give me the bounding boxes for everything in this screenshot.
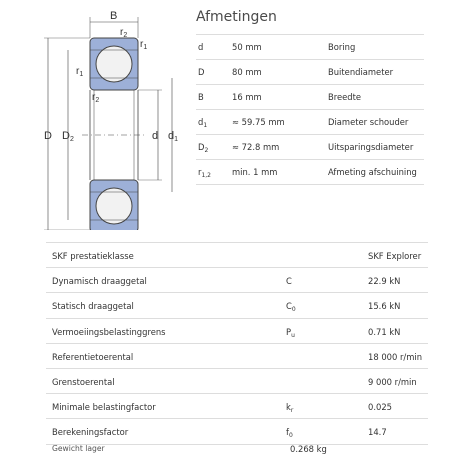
property-name: Minimale belastingfactor [52, 402, 156, 413]
label-D: D [44, 130, 52, 142]
property-name: Grenstoerental [52, 376, 115, 387]
property-value: 22.9 kN [368, 276, 401, 287]
property-value: 18 000 r/min [368, 351, 423, 362]
dimension-row [196, 134, 424, 159]
label-D2: D2 [62, 130, 74, 143]
dimension-row [196, 109, 424, 134]
label-r2-left: $r_2$ [92, 92, 100, 104]
dimension-row [196, 34, 424, 59]
label-d: d [152, 130, 159, 142]
dimensions-title: Afmetingen [196, 9, 277, 25]
dimension-row [196, 159, 424, 185]
property-name: Berekeningsfactor [52, 427, 129, 438]
dimension-symbol: B [198, 92, 204, 102]
dimension-symbol: $D_2$ [198, 142, 209, 154]
bottom-ball [96, 188, 132, 224]
label-B: B [110, 10, 118, 22]
bearing-cross-section [38, 8, 188, 230]
label-r1-left: $r_1$ [76, 66, 84, 78]
property-row [46, 242, 428, 268]
weight-label: Gewicht lager [52, 444, 105, 453]
dimension-value: ≈ 72.8 mm [232, 142, 280, 152]
property-value: 0.025 [368, 402, 392, 413]
dimension-description: Breedte [328, 92, 362, 102]
property-name: Vermoeiingsbelastinggrens [52, 326, 166, 337]
dimension-symbol: $r_{1,2}$ [198, 167, 211, 179]
property-name: Statisch draaggetal [52, 301, 134, 312]
property-name: SKF prestatieklasse [52, 251, 134, 261]
label-r2-top: $r_2$ [120, 27, 128, 39]
property-value: 9 000 r/min [368, 376, 417, 387]
property-row [46, 344, 428, 369]
property-symbol: $f_0$ [286, 427, 293, 440]
dimension-description: Boring [328, 42, 356, 52]
property-symbol: $P_u$ [286, 326, 295, 339]
dimension-row [196, 59, 424, 84]
property-row [46, 369, 428, 394]
weight-value: 0.268 kg [290, 444, 327, 454]
dimension-symbol: d [198, 42, 204, 52]
dimension-symbol: $d_1$ [198, 117, 208, 129]
top-ball [96, 46, 132, 82]
properties-table [46, 242, 428, 445]
property-symbol: $k_r$ [286, 402, 294, 415]
dimension-value: min. 1 mm [232, 167, 278, 177]
property-row [46, 394, 428, 419]
property-symbol: C [286, 276, 292, 287]
property-value: 14.7 [368, 427, 387, 438]
dimension-row [196, 84, 424, 109]
dimension-value: 16 mm [232, 92, 262, 102]
dimension-description: Buitendiameter [328, 67, 394, 77]
property-value: SKF Explorer [368, 251, 422, 261]
property-name: Referentietoerental [52, 351, 134, 362]
dimension-value: 80 mm [232, 67, 262, 77]
property-value: 0.71 kN [368, 326, 401, 337]
dimension-description: Uitsparingsdiameter [328, 142, 414, 152]
property-name: Dynamisch draaggetal [52, 276, 147, 287]
property-row [46, 319, 428, 344]
property-value: 15.6 kN [368, 301, 401, 312]
dimension-description: Diameter schouder [328, 117, 409, 127]
dimensions-table [196, 34, 424, 185]
label-r1-top: $r_1$ [140, 39, 148, 51]
weight-row [46, 436, 428, 458]
bearing-drawing [38, 8, 188, 230]
dimension-value: 50 mm [232, 42, 262, 52]
property-symbol: $C_0$ [286, 301, 296, 314]
label-d1: d1 [168, 130, 179, 143]
dimension-value: ≈ 59.75 mm [232, 117, 285, 127]
property-row [46, 268, 428, 293]
dimension-symbol: D [198, 67, 205, 77]
dimension-description: Afmeting afschuining [328, 167, 417, 177]
property-row [46, 293, 428, 318]
